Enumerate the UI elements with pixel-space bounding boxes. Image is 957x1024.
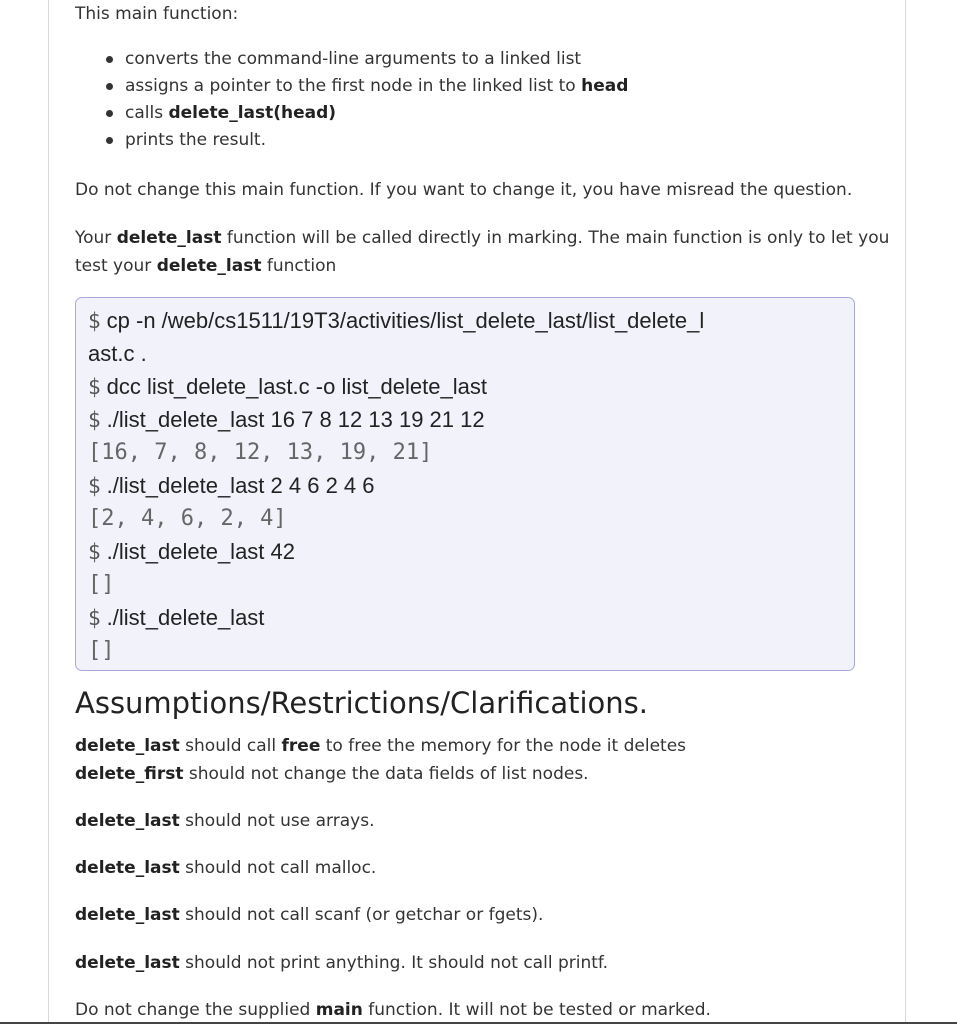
list-item: calls delete_last(head) <box>125 100 628 127</box>
terminal-output: [] <box>88 572 115 597</box>
terminal-output: [] <box>88 638 115 663</box>
rule-no-malloc: delete_last should not call malloc. <box>75 858 377 878</box>
main-function-steps <box>75 46 628 154</box>
rule-no-print: delete_last should not print anything. It should not call printf. <box>75 953 609 973</box>
list-item: assigns a pointer to the first node in the linked list to head <box>125 73 628 100</box>
terminal-command: $ ./list_delete_last 16 7 8 12 13 19 21 12 <box>88 407 485 432</box>
intro-text: This main function: <box>75 4 239 24</box>
rule-no-scanf: delete_last should not call scanf (or getchar or fgets). <box>75 905 544 925</box>
terminal-command: $ dcc list_delete_last.c -o list_delete_last <box>88 374 487 399</box>
terminal-output: [2, 4, 6, 2, 4] <box>88 506 287 531</box>
dont-change-note: Do not change this main function. If you want to change it, you have misread the question. <box>75 180 853 200</box>
rule-no-data-change: delete_first should not change the data fields of list nodes. <box>75 764 589 784</box>
terminal-command: $ cp -n /web/cs1511/19T3/activities/list_delete_last/list_delete_l <box>88 308 705 333</box>
list-item: converts the command-line arguments to a linked list <box>125 46 628 73</box>
terminal-command-continued: ast.c . <box>88 341 147 366</box>
assumptions-heading: Assumptions/Restrictions/Clarifications. <box>75 686 648 720</box>
rule-no-change-main: Do not change the supplied main function. It will not be tested or marked. <box>75 1000 711 1020</box>
marking-note: Your delete_last function will be called directly in marking. The main function is only to let you test your delete_last function <box>75 228 890 276</box>
list-item: prints the result. <box>125 127 628 154</box>
terminal-output: [16, 7, 8, 12, 13, 19, 21] <box>88 440 433 465</box>
terminal-command: $ ./list_delete_last 2 4 6 2 4 6 <box>88 473 375 498</box>
terminal-example <box>75 297 855 671</box>
rule-call-free: delete_last should call free to free the memory for the node it deletes <box>75 736 687 756</box>
terminal-command: $ ./list_delete_last <box>88 605 265 630</box>
terminal-command: $ ./list_delete_last 42 <box>88 539 295 564</box>
rule-no-arrays: delete_last should not use arrays. <box>75 811 375 831</box>
